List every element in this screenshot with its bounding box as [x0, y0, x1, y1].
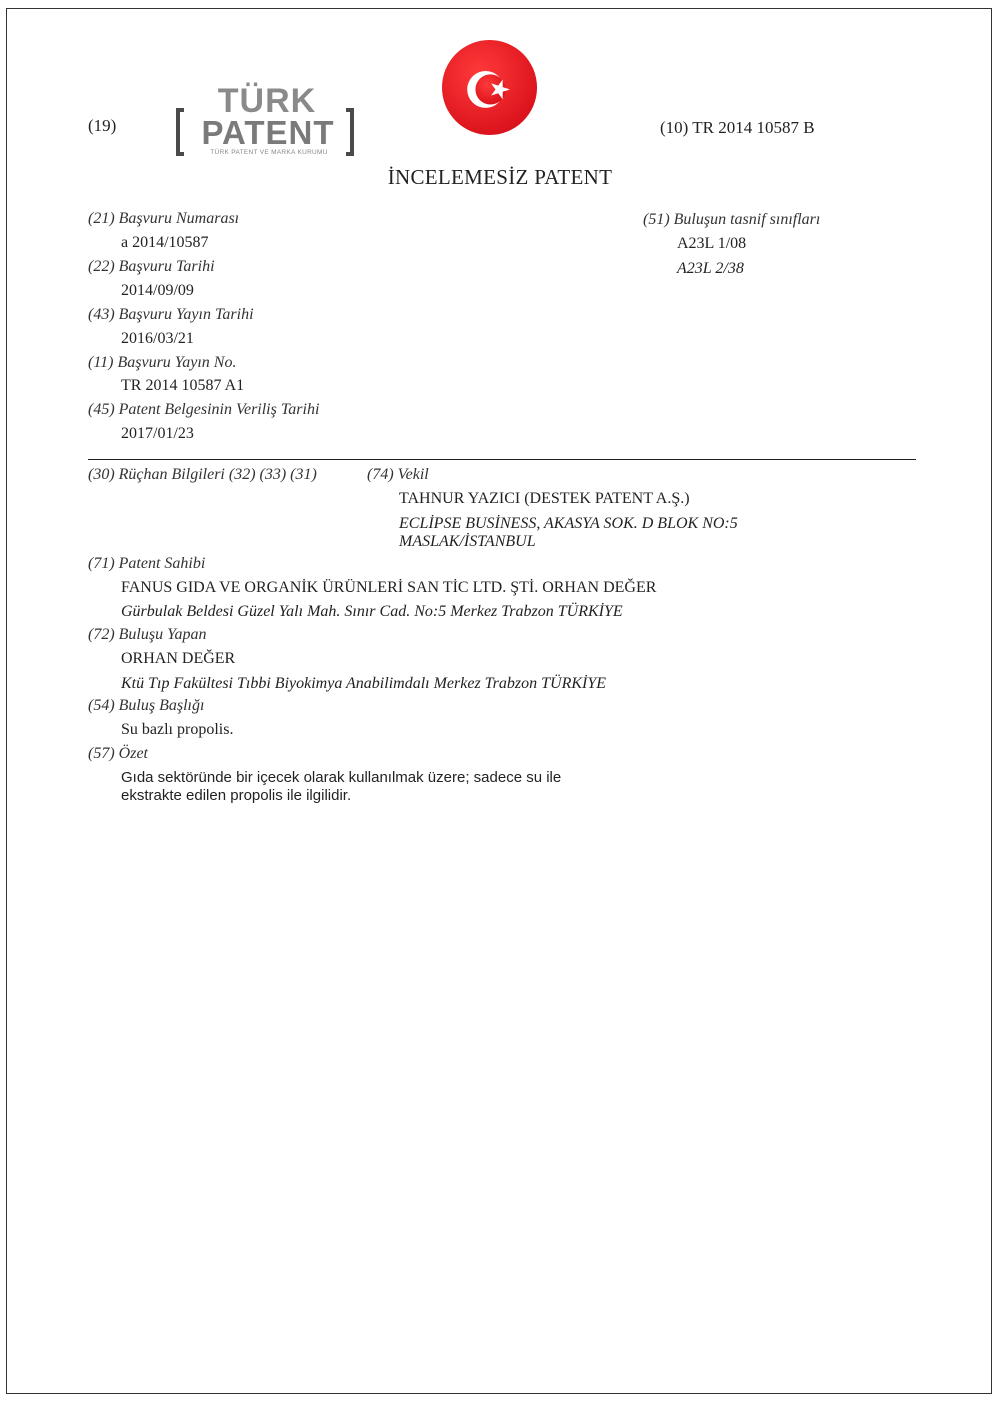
section-divider — [88, 459, 916, 460]
f54-value: Su bazlı propolis. — [121, 721, 234, 738]
f57-abstract-line-1: Gıda sektöründe bir içecek olarak kullanılmak üzere; sadece su ile — [121, 769, 562, 786]
f54-label: (54) Buluş Başlığı — [88, 697, 205, 714]
turkish-flag-icon — [441, 39, 538, 136]
f43-value: 2016/03/21 — [121, 330, 194, 347]
logo-sub-text: TÜRK PATENT VE MARKA KURUMU — [210, 149, 328, 156]
f74-name: TAHNUR YAZICI (DESTEK PATENT A.Ş.) — [399, 490, 690, 507]
code-10: (10) TR 2014 10587 B — [660, 118, 815, 137]
f21-label: (21) Başvuru Numarası — [88, 210, 240, 227]
f72-label: (72) Buluşu Yapan — [88, 626, 207, 643]
page-title: İNCELEMESİZ PATENT — [387, 165, 613, 189]
logo-bracket-right — [346, 108, 354, 156]
f22-label: (22) Başvuru Tarihi — [88, 258, 215, 275]
f22-value: 2014/09/09 — [121, 282, 194, 299]
f74-address-line-2: MASLAK/İSTANBUL — [399, 533, 536, 550]
f71-label: (71) Patent Sahibi — [88, 555, 206, 572]
f43-label: (43) Başvuru Yayın Tarihi — [88, 306, 254, 323]
f51-value-2: A23L 2/38 — [677, 260, 744, 277]
f51-value-1: A23L 1/08 — [677, 235, 747, 252]
logo-bracket-left — [176, 108, 184, 156]
f45-label: (45) Patent Belgesinin Veriliş Tarihi — [88, 401, 320, 418]
f57-label: (57) Özet — [88, 745, 148, 762]
f51-label: (51) Buluşun tasnif sınıfları — [643, 211, 821, 228]
turk-patent-logo — [176, 82, 358, 158]
f74-address-line-1: ECLİPSE BUSİNESS, AKASYA SOK. D BLOK NO:5 — [399, 515, 738, 532]
logo-top-text: TÜRK — [217, 82, 317, 120]
f57-abstract-line-2: ekstrakte edilen propolis ile ilgilidir. — [121, 787, 352, 804]
f45-value: 2017/01/23 — [121, 425, 194, 442]
f74-label: (74) Vekil — [367, 466, 429, 483]
f11-value: TR 2014 10587 A1 — [121, 377, 245, 394]
f72-name: ORHAN DEĞER — [121, 650, 236, 667]
f71-address: Gürbulak Beldesi Güzel Yalı Mah. Sınır Cad. No:5 Merkez Trabzon TÜRKİYE — [121, 603, 623, 620]
f11-label: (11) Başvuru Yayın No. — [88, 354, 237, 371]
logo-main-text: PATENT — [201, 114, 335, 151]
f30-label: (30) Rüçhan Bilgileri (32) (33) (31) — [88, 466, 317, 483]
f21-value: a 2014/10587 — [121, 234, 209, 251]
f72-address: Ktü Tıp Fakültesi Tıbbi Biyokimya Anabilimdalı Merkez Trabzon TÜRKİYE — [121, 675, 607, 692]
code-19: (19) — [88, 116, 117, 135]
f71-name: FANUS GIDA VE ORGANİK ÜRÜNLERİ SAN TİC LTD. ŞTİ. ORHAN DEĞER — [121, 579, 657, 596]
